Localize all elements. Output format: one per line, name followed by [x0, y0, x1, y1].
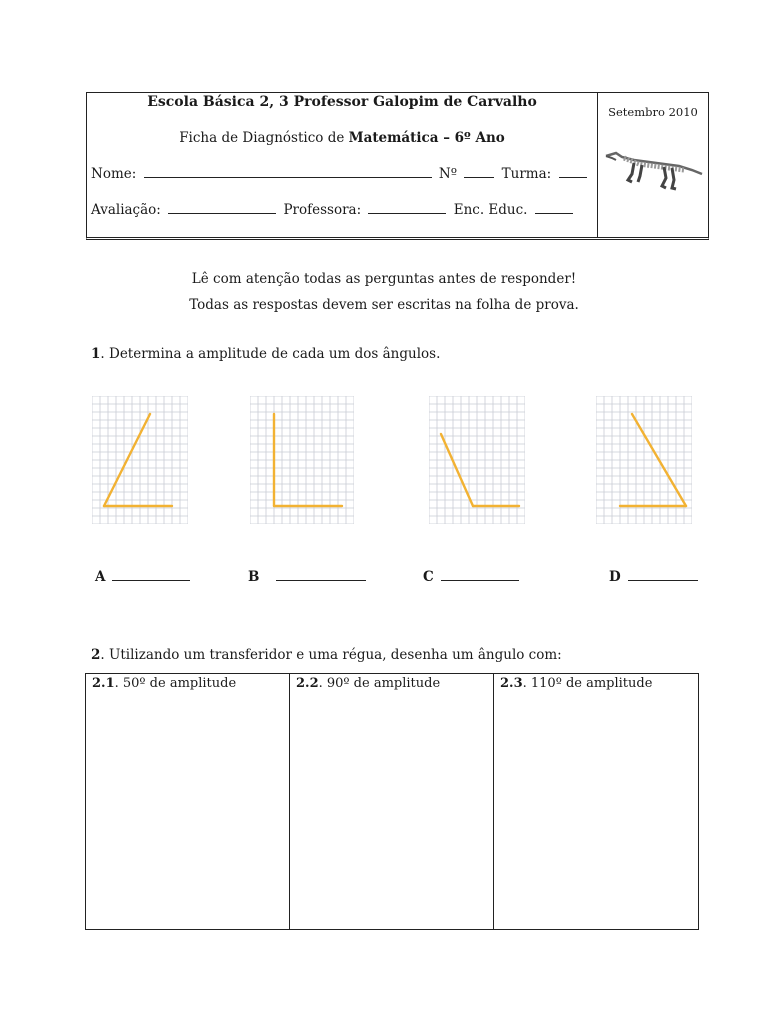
- angle-c-label: C: [423, 569, 434, 585]
- drawing-cell-110-number: 2.3: [500, 676, 523, 691]
- number-label: Nº: [438, 166, 458, 182]
- angle-c-ray-1: [441, 434, 473, 506]
- angle-b-field[interactable]: [276, 568, 366, 581]
- class-field[interactable]: [559, 165, 587, 178]
- drawing-cell-50[interactable]: [86, 674, 290, 929]
- instruction-line-1: Lê com atenção todas as perguntas antes de responder!: [191, 271, 577, 287]
- angle-a-answer: [95, 568, 193, 585]
- angle-c-figure: [429, 396, 525, 524]
- angle-c-answer: [423, 568, 522, 585]
- drawing-cell-50-number: 2.1: [92, 676, 115, 691]
- drawing-cell-110-label: [500, 676, 652, 691]
- drawing-cell-90-label: [296, 676, 440, 691]
- angle-a-field[interactable]: [112, 568, 190, 581]
- angle-d-field[interactable]: [628, 568, 698, 581]
- angle-b-figure: [250, 396, 354, 524]
- name-field[interactable]: [144, 165, 432, 178]
- header-info-cell: [87, 93, 598, 237]
- guardian-label: Enc. Educ.: [453, 202, 528, 218]
- name-line: [91, 165, 590, 182]
- name-label: Nome:: [91, 166, 137, 182]
- guardian-field[interactable]: [535, 201, 573, 214]
- drawing-cell-110[interactable]: [494, 674, 698, 929]
- dinosaur-skeleton-icon: [604, 148, 704, 198]
- date-label: Setembro 2010: [608, 105, 698, 119]
- sheet-title: [87, 130, 597, 146]
- angle-d-label: D: [609, 569, 621, 585]
- evaluation-field[interactable]: [168, 201, 276, 214]
- angle-b-answer: [248, 568, 369, 585]
- teacher-field[interactable]: [368, 201, 446, 214]
- angle-c-field[interactable]: [441, 568, 519, 581]
- header-table: [86, 92, 709, 240]
- sheet-subject: Matemática – 6º Ano: [348, 130, 505, 146]
- angle-a-label: A: [95, 569, 106, 585]
- evaluation-line: [91, 201, 576, 218]
- drawing-cell-90-text: . 90º de amplitude: [318, 676, 441, 691]
- angle-a-figure: [92, 396, 188, 524]
- question-2-text: . Utilizando um transferidor e uma régua, desenha um ângulo com:: [100, 647, 562, 663]
- angle-b-label: B: [248, 569, 260, 585]
- instruction-line-2: Todas as respostas devem ser escritas na folha de prova.: [189, 297, 579, 313]
- drawing-cell-50-text: . 50º de amplitude: [114, 676, 237, 691]
- question-1-text: . Determina a amplitude de cada um dos ângulos.: [100, 346, 441, 362]
- drawing-cell-90[interactable]: [290, 674, 494, 929]
- question-1-number: 1: [91, 346, 101, 362]
- question-2-number: 2: [91, 647, 101, 663]
- evaluation-label: Avaliação:: [91, 202, 161, 218]
- angle-d-answer: [609, 568, 701, 585]
- drawing-cell-90-number: 2.2: [296, 676, 319, 691]
- sheet-title-prefix: Ficha de Diagnóstico de: [179, 130, 349, 146]
- drawing-cell-50-label: [92, 676, 236, 691]
- number-field[interactable]: [464, 165, 494, 178]
- question-2-title: [91, 647, 562, 663]
- drawing-cell-110-text: . 110º de amplitude: [522, 676, 653, 691]
- question-1-title: [91, 346, 440, 362]
- drawing-answer-table: [85, 673, 699, 930]
- school-name: Escola Básica 2, 3 Professor Galopim de Carvalho: [147, 94, 537, 110]
- angle-d-figure: [596, 396, 692, 524]
- class-label: Turma:: [501, 166, 552, 182]
- header-date-cell: [598, 93, 708, 237]
- teacher-label: Professora:: [283, 202, 362, 218]
